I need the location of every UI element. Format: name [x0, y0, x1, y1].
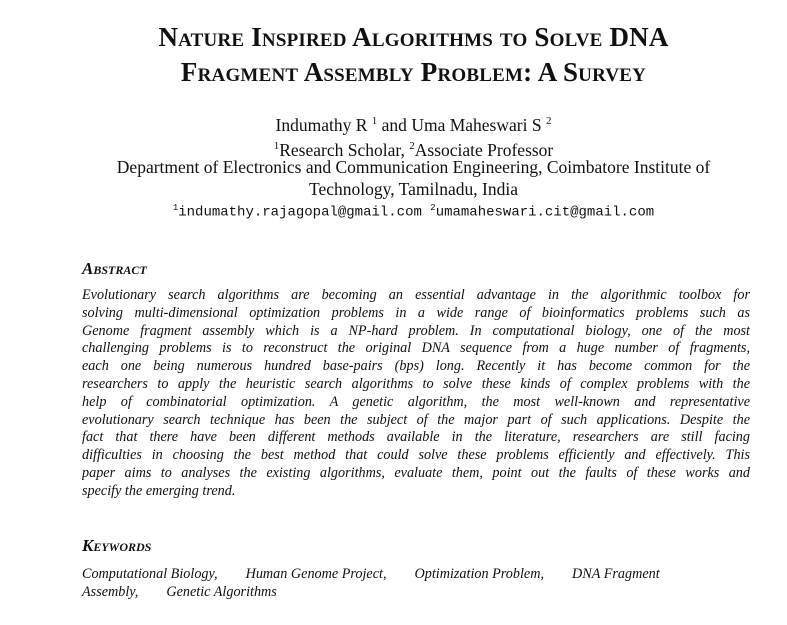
role-1: Research Scholar,: [279, 139, 405, 160]
keywords-line-2: [82, 584, 750, 602]
abstract-line: Evolutionary search algorithms are becoming an essential advantage in the algorithmic toolbox for: [82, 287, 750, 303]
abstract-line: each one being numerous hundred base-pairs (bps) long. Recently it has become common for the: [82, 358, 750, 375]
abstract-line: help of combinatorial optimization. A genetic algorithm, the most well-known and representative: [82, 393, 750, 410]
keyword: Genetic Algorithms: [166, 583, 277, 600]
affiliation: [40, 156, 787, 200]
keyword: DNA Fragment: [572, 566, 660, 582]
keyword: Human Genome Project,: [245, 566, 387, 582]
affiliation-line-2: Technology, Tamilnadu, India: [309, 179, 518, 199]
keywords-list: [82, 566, 750, 602]
email-line: [40, 199, 787, 222]
keyword: Assembly,: [82, 583, 139, 600]
role-2-sup: 2: [409, 139, 415, 152]
author-1-sup: 1: [371, 115, 378, 127]
author-1-name: Indumathy R: [275, 114, 368, 135]
abstract-line: Genome fragment assembly which is a NP-hard problem. In computational biology, one of the most: [82, 322, 750, 339]
title-line-2: Fragment Assembly Problem: A Survey: [180, 57, 647, 87]
author-2-sup: 2: [545, 115, 552, 127]
email-1: indumathy.rajagopal@gmail.com: [178, 204, 422, 221]
abstract-line: fact that there have been different methods available in the literature, researchers are still facing: [82, 429, 750, 446]
author-names: [40, 111, 787, 136]
abstract-line: researchers to apply the heuristic search algorithms to solve these kinds of complex problems with the: [82, 375, 750, 392]
abstract-line: paper aims to analyses the existing algorithms, evaluate them, point out the faults of these works and: [82, 464, 750, 481]
abstract-line: difficulties in choosing the best method that could solve these problems efficiently and effectively. This: [82, 447, 750, 464]
email-1-sup: 1: [172, 203, 179, 213]
role-2: Associate Professor: [414, 139, 554, 160]
keywords-heading: Keywords: [82, 536, 152, 555]
email-2: umamaheswari.cit@gmail.com: [435, 204, 655, 221]
keyword: Optimization Problem,: [414, 566, 545, 582]
abstract-heading: Abstract: [82, 259, 147, 278]
affiliation-line-1: Department of Electronics and Communication Engineering, Coimbatore Institute of: [116, 157, 711, 177]
author-block: [40, 111, 787, 161]
keyword: Computational Biology,: [82, 566, 218, 582]
author-connector: and: [381, 114, 407, 135]
abstract-line: specify the emerging trend.: [82, 482, 236, 499]
abstract-line: evolutionary search technique has been the subject of the major part of such applications. Despite the: [82, 411, 750, 428]
abstract-text: [82, 287, 750, 501]
abstract-line: solving multi-dimensional optimization problems in a wide range of bioinformatics problems such as: [82, 304, 750, 321]
title-line-1: Nature Inspired Algorithms to Solve DNA: [158, 22, 669, 52]
paper-title: [40, 20, 787, 90]
abstract-line: challenging problems is to reconstruct the original DNA sequence from a huge number of fragments,: [82, 340, 750, 357]
role-1-sup: 1: [273, 139, 280, 152]
author-2-name: Uma Maheswari S: [411, 114, 542, 135]
email-2-sup: 2: [430, 203, 436, 213]
